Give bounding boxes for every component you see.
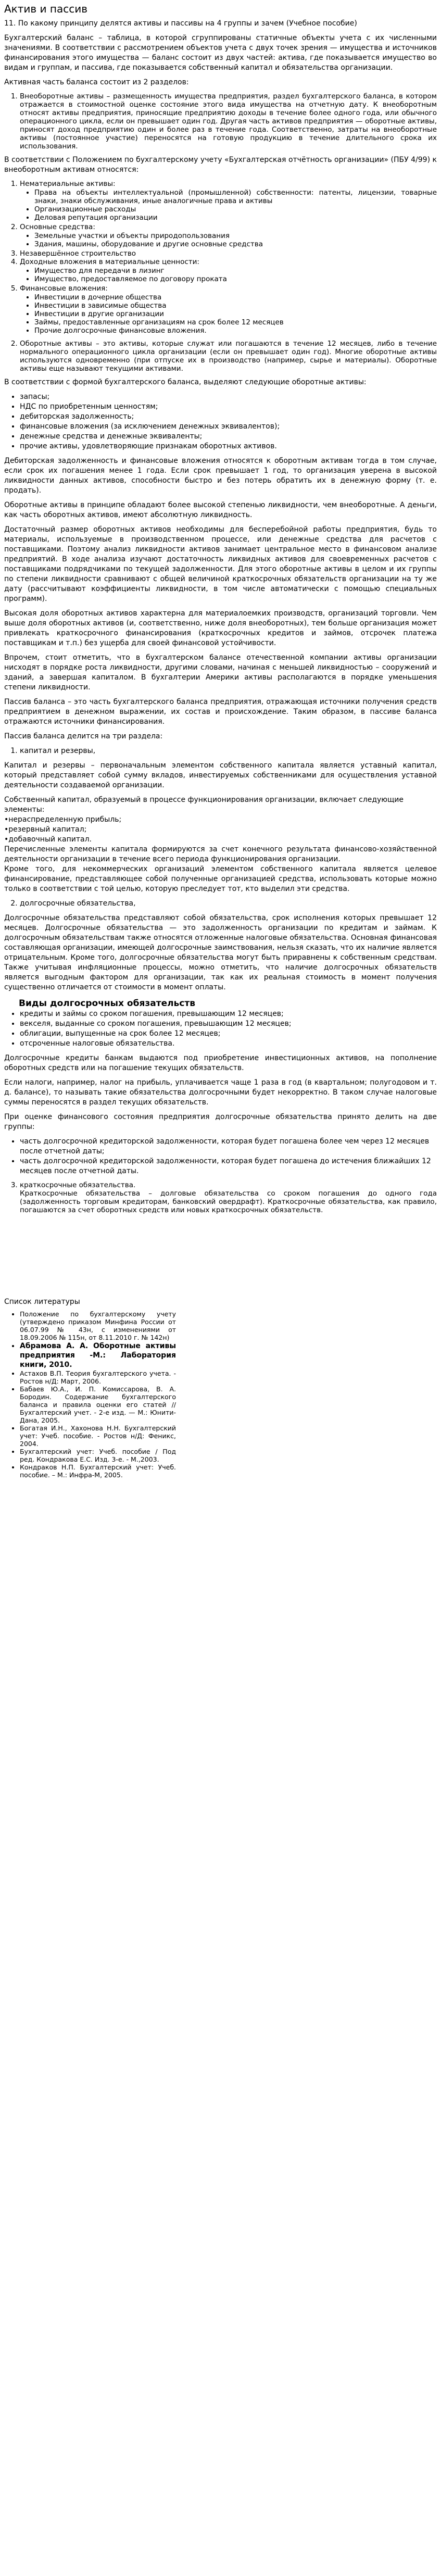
references-heading: Список литературы [4,1298,80,1306]
capital-paragraph: Перечисленные элементы капитала формируются за счет конечного результата финансово-хозяйственной деятельности организации в течение всего периода функционирования организации. [4,845,437,863]
list-item [20,1181,437,1214]
body-paragraph: Пассив баланса – это часть бухгалтерского баланса предприятия, отражающая источники получения средств предприятием в денежном выражении, их состав и происхождение. Таким образом, в пассиве баланса отражаются источники финансирования. [4,698,437,726]
after-types-paragraph: Долгосрочные кредиты банкам выдаются под приобретение инвестиционных активов, на пополнение оборотных средств или на погашение текущих обязательств. [4,1054,437,1072]
section-label: краткосрочные обязательства. [20,1181,136,1189]
capital-paragraph: Капитал и резервы – первоначальным элементом собственного капитала является уставный капитал, который представляет собой сумму вкладов, инвестируемых собственниками для осуществления уставной деятельности создаваемой организации. [4,761,437,789]
list-item: • финансовые вложения (за исключением денежных эквивалентов); [20,422,437,432]
reference-item: • Положение по бухгалтерскому учету (утверждено приказом Минфина России от 06.07.99 № 43н, с изменениями от 18.09.2006 № 115н, от 8.11.2010 г. № 142н) [20,1310,176,1341]
page-title: Актив и пассив [4,3,88,15]
body-paragraph: Оборотные активы в принципе обладают более высокой степенью ликвидности, чем внеоборотные. А деньги, как часть оборотных активов, имеют абсолютную ликвидность. [4,501,437,519]
list-item: • Права на объекты интеллектуальной (промышленной) собственности: патенты, лицензии, товарные знаки, знаки обслуживания, иные аналогичные права и активы [34,189,437,205]
spacer [4,1219,437,1297]
list-item: • Деловая репутация организации [34,213,437,222]
capital-item: •нераспределенную прибыль; [4,815,122,824]
sublist [20,189,437,222]
sublist [20,293,437,335]
list-item: • векселя, выданные со сроком погашения, превышающим 12 месяцев; [20,1019,437,1029]
list-item: • часть долгосрочной кредиторской задолженности, которая будет погашена более чем через 12 месяцев после отчетной даты; [20,1137,437,1157]
longterm-paragraph: Долгосрочные обязательства представляют собой обязательства, срок исполнения которых превышает 12 месяцев. Долгосрочные обязательства — это задолженность организации по кредитам и займам. К долгосрочным обязательствам также относятся отложенные налоговые обязательства. Основная финансовая составляющая организации, имеющей долгосрочные заимствования, нельзя сказать, что их наличие является отрицательным. Кроме того, долгосрочные обязательства могут быть приравнены к собственным средствам. Также учитывая инфляционные процессы, можно отметить, что наличие долгосрочных обязательств является выгодным фактором для организации, так как их реальная стоимость в момент получения существенно отличается от стоимости в момент оплаты. [4,914,437,991]
noncurrent-assets-list [4,180,437,335]
body-paragraph: Достаточный размер оборотных активов необходимы для бесперебойной работы предприятия, будь то материалы, используемые в производственном процессе, или денежные средства для расчетов с поставщиками. Поэтому анализ ликвидности активов занимает центральное место в финансовом анализе предприятий. В ходе анализа изучают достаточность ликвидных активов для своевременных расчетов с поставщиками подрядчиками по текущей задолженности. Для этого оборотные активы в целом и их группы по степени ликвидности сравнивают с общей величиной краткосрочных обязательств организации на ту же дату (рассчитывают коэффициенты ликвидности, в том числе автоматически с помощью специальных программ). [4,525,437,603]
list-item: • кредиты и займы со сроком погашения, превышающим 12 месяцев; [20,1009,437,1019]
after-types-paragraph: При оценке финансового состояния предприятия долгосрочные обязательства принято делить на две группы: [4,1113,437,1131]
passive-section-2 [4,899,437,909]
list-item: • Займы, предоставленные организациям на срок более 12 месяцев [34,318,437,326]
group-label: Финансовые вложения: [20,284,108,293]
active-sections-lead: Активная часть баланса состоит из 2 разделов: [4,78,189,86]
after-types-paragraph: Если налоги, например, налог на прибыль, уплачивается чаще 1 раза в год (в квартальном; полугодовом и т. д. балансе), то называть такие обязательства долгосрочными будет некорректно. В таком случае налоговые суммы переносятся в раздел текущих обязательств. [4,1078,437,1107]
body-paragraph: Дебиторская задолженность и финансовые вложения относятся к оборотным активам тогда в том случае, если срок их погашения менее 1 года. Если срок превышает 1 год, то организация уверена в высокой ликвидности данных активов, способности быстро и без потерь обратить их в денежную форму (т. е. продать). [4,457,437,495]
list-item: • денежные средства и денежные эквиваленты; [20,432,437,442]
list-item: • прочие активы, удовлетворяющие признакам оборотных активов. [20,442,437,451]
list-item: • Организационные расходы [34,205,437,213]
passive-section-1 [4,746,437,756]
list-item: • облигации, выпущенные на срок более 12 месяцев; [20,1029,437,1039]
list-item: • Прочие долгосрочные финансовые вложения. [34,326,437,335]
list-item: • Земельные участки и объекты природопользования [34,232,437,240]
body-paragraph: Высокая доля оборотных активов характерна для материалоемких производств, организаций торговли. Чем выше доля оборотных активов (и, соответственно, ниже доля внеоборотных), тем больше организация может привлекать краткосрочного финансирования (краткосрочных кредитов и займов, отсрочек платежа поставщикам и т.п.) без ущерба для своей финансовой устойчивости. [4,609,437,647]
capital-paragraph: Кроме того, для некоммерческих организаций элементом собственного капитала является целевое финансирование, представляющее собой полученные организацией средства, использовать которые можно только в соответствии с той целью, которую преследует тот, кто выделил эти средства. [4,865,437,893]
current-assets-form-list [4,392,437,451]
list-item: • Имущество для передачи в лизинг [34,267,437,275]
references-list [4,1310,176,1479]
reference-item: • Абрамова А. А. Оборотные активы предприятия -М.: Лаборатория книги, 2010. [20,1341,176,1369]
list-item: • запасы; [20,392,437,402]
body-paragraph: Впрочем, стоит отметить, что в бухгалтерском балансе отечественной компании активы организации нисходят в порядке роста ликвидности, другими словами, начиная с меньшей ликвидностью – сооружений и зданий, а завершая капиталом. В бухгалтерии Америки активы располагаются в порядке уменьшения степени ликвидности. [4,654,437,692]
body-paragraph: Пассив баланса делится на три раздела: [4,732,163,740]
longterm-types-list [4,1009,437,1049]
list-item: • Инвестиции в дочерние общества [34,293,437,301]
list-item: • Имущество, предоставляемое по договору проката [34,275,437,283]
reference-item: • Бухгалтерский учет: Учеб. пособие / Под ред. Кондракова Е.С. Изд. 3-е. - М.,2003. [20,1448,176,1463]
reference-item: • Кондраков Н.П. Бухгалтерский учет: Учеб. пособие. – М.: Инфра-М, 2005. [20,1463,176,1479]
list-item: • дебиторская задолженность; [20,412,437,422]
section-text: Краткосрочные обязательства – долговые обязательства со сроком погашения до одного года (задолженность торговым кредиторам, банковский овердрафт). Краткосрочные обязательства, как правило, погашаются за счет оборотных средств или новых краткосрочных обязательств. [20,1189,437,1214]
list-item: 2. Оборотные активы – это активы, которые служат или погашаются в течение 12 месяцев, либо в течение нормального операционного цикла организации (если он превышает один год). Многие оборотные активы используются одновременно (при отпуске их в производство (например, сырье и материалы). Оборотные активы еще называют текущими активами. [20,340,437,373]
list-item: • Здания, машины, оборудование и другие основные средства [34,240,437,248]
list-item: • часть долгосрочной кредиторской задолженности, которая будет погашена до истечения ближайших 12 месяцев после отчетной даты. [20,1157,437,1176]
list-item: 1. Внеоборотные активы – размещенность имущества предприятия, раздел бухгалтерского баланса, в котором отражается в стоимостной оценке состояние этого вида имущества на отчетную дату. К внеоборотным относят активы предприятия, приносящие предприятию доходы в течение более одного года, или обычного операционного цикла, если он превышает один год. Другая часть активов предприятия — оборотные активы, приносят доход предприятию один и более раз в течение года. Соответственно, затраты на внеоборотные активы (постоянное участие) переносятся на готовую продукцию в течение длительного срока их использования. [20,92,437,150]
sublist [20,267,437,283]
active-sections-list [4,92,437,150]
list-item [20,249,437,258]
capital-paragraph: Собственный капитал, образуемый в процессе функционирования организации, включает следующие элементы: [4,796,404,814]
reference-item: • Богатая И.Н., Хахонова Н.Н. Бухгалтерский учет: Учеб. пособие. - Ростов н/Д: Феникс, 2004. [20,1424,176,1448]
list-item: 1. капитал и резервы, [20,746,437,756]
two-groups-list [4,1137,437,1176]
reference-item: • Бабаев Ю.А., И. П. Комиссарова, В. А. Бородин. Содержание бухгалтерского баланса и правила оценки его статей // Бухгалтерский учет. - 2-е изд. — М.: Юнити-Дана, 2005. [20,1385,176,1424]
longterm-types-heading: Виды долгосрочных обязательств [19,998,195,1009]
sublist [20,232,437,248]
list-item [20,284,437,335]
group-label: Незавершённое строительство [20,249,136,258]
list-item: • Инвестиции в другие организации [34,310,437,318]
list-item [20,223,437,248]
list-item: • Инвестиции в зависимые общества [34,301,437,310]
list-item: • НДС по приобретенным ценностям; [20,402,437,412]
list-item: • отсроченные налоговые обязательства. [20,1039,437,1049]
group-label: Основные средства: [20,223,95,231]
list-item [20,180,437,222]
group-label: Доходные вложения в материальные ценности: [20,258,199,266]
list-item [20,258,437,283]
capital-item: •резервный капитал; [4,825,87,834]
form-intro: В соответствии с формой бухгалтерского баланса, выделяют следующие оборотные активы: [4,378,367,386]
list-item: 2. долгосрочные обязательства, [20,899,437,909]
pbu-intro: В соответствии с Положением по бухгалтерскому учету «Бухгалтерская отчётность организации» (ПБУ 4/99) к внеоборотным активам относятся: [4,156,437,174]
passive-section-3 [4,1181,437,1214]
reference-item: • Астахов В.П. Теория бухгалтерского учета. - Ростов н/Д: Март, 2006. [20,1369,176,1385]
current-assets-list [4,340,437,373]
intro-paragraph: Бухгалтерский баланс – таблица, в которой сгруппированы статичные объекты учета с их численными значениями. В соответствии с рассмотрением объектов учета с двух точек зрения — имущества и источников финансирования этого имущества — баланс состоит из двух частей: актива, где показывается имущество во видам и группам, и пассива, где показывается собственный капитал и обязательства организации. [4,34,437,72]
group-label: Нематериальные активы: [20,180,116,188]
capital-item: •добавочный капитал. [4,835,92,844]
question: 11. По какому принципу делятся активы и пассивы на 4 группы и зачем (Учебное пособие) [4,19,357,28]
